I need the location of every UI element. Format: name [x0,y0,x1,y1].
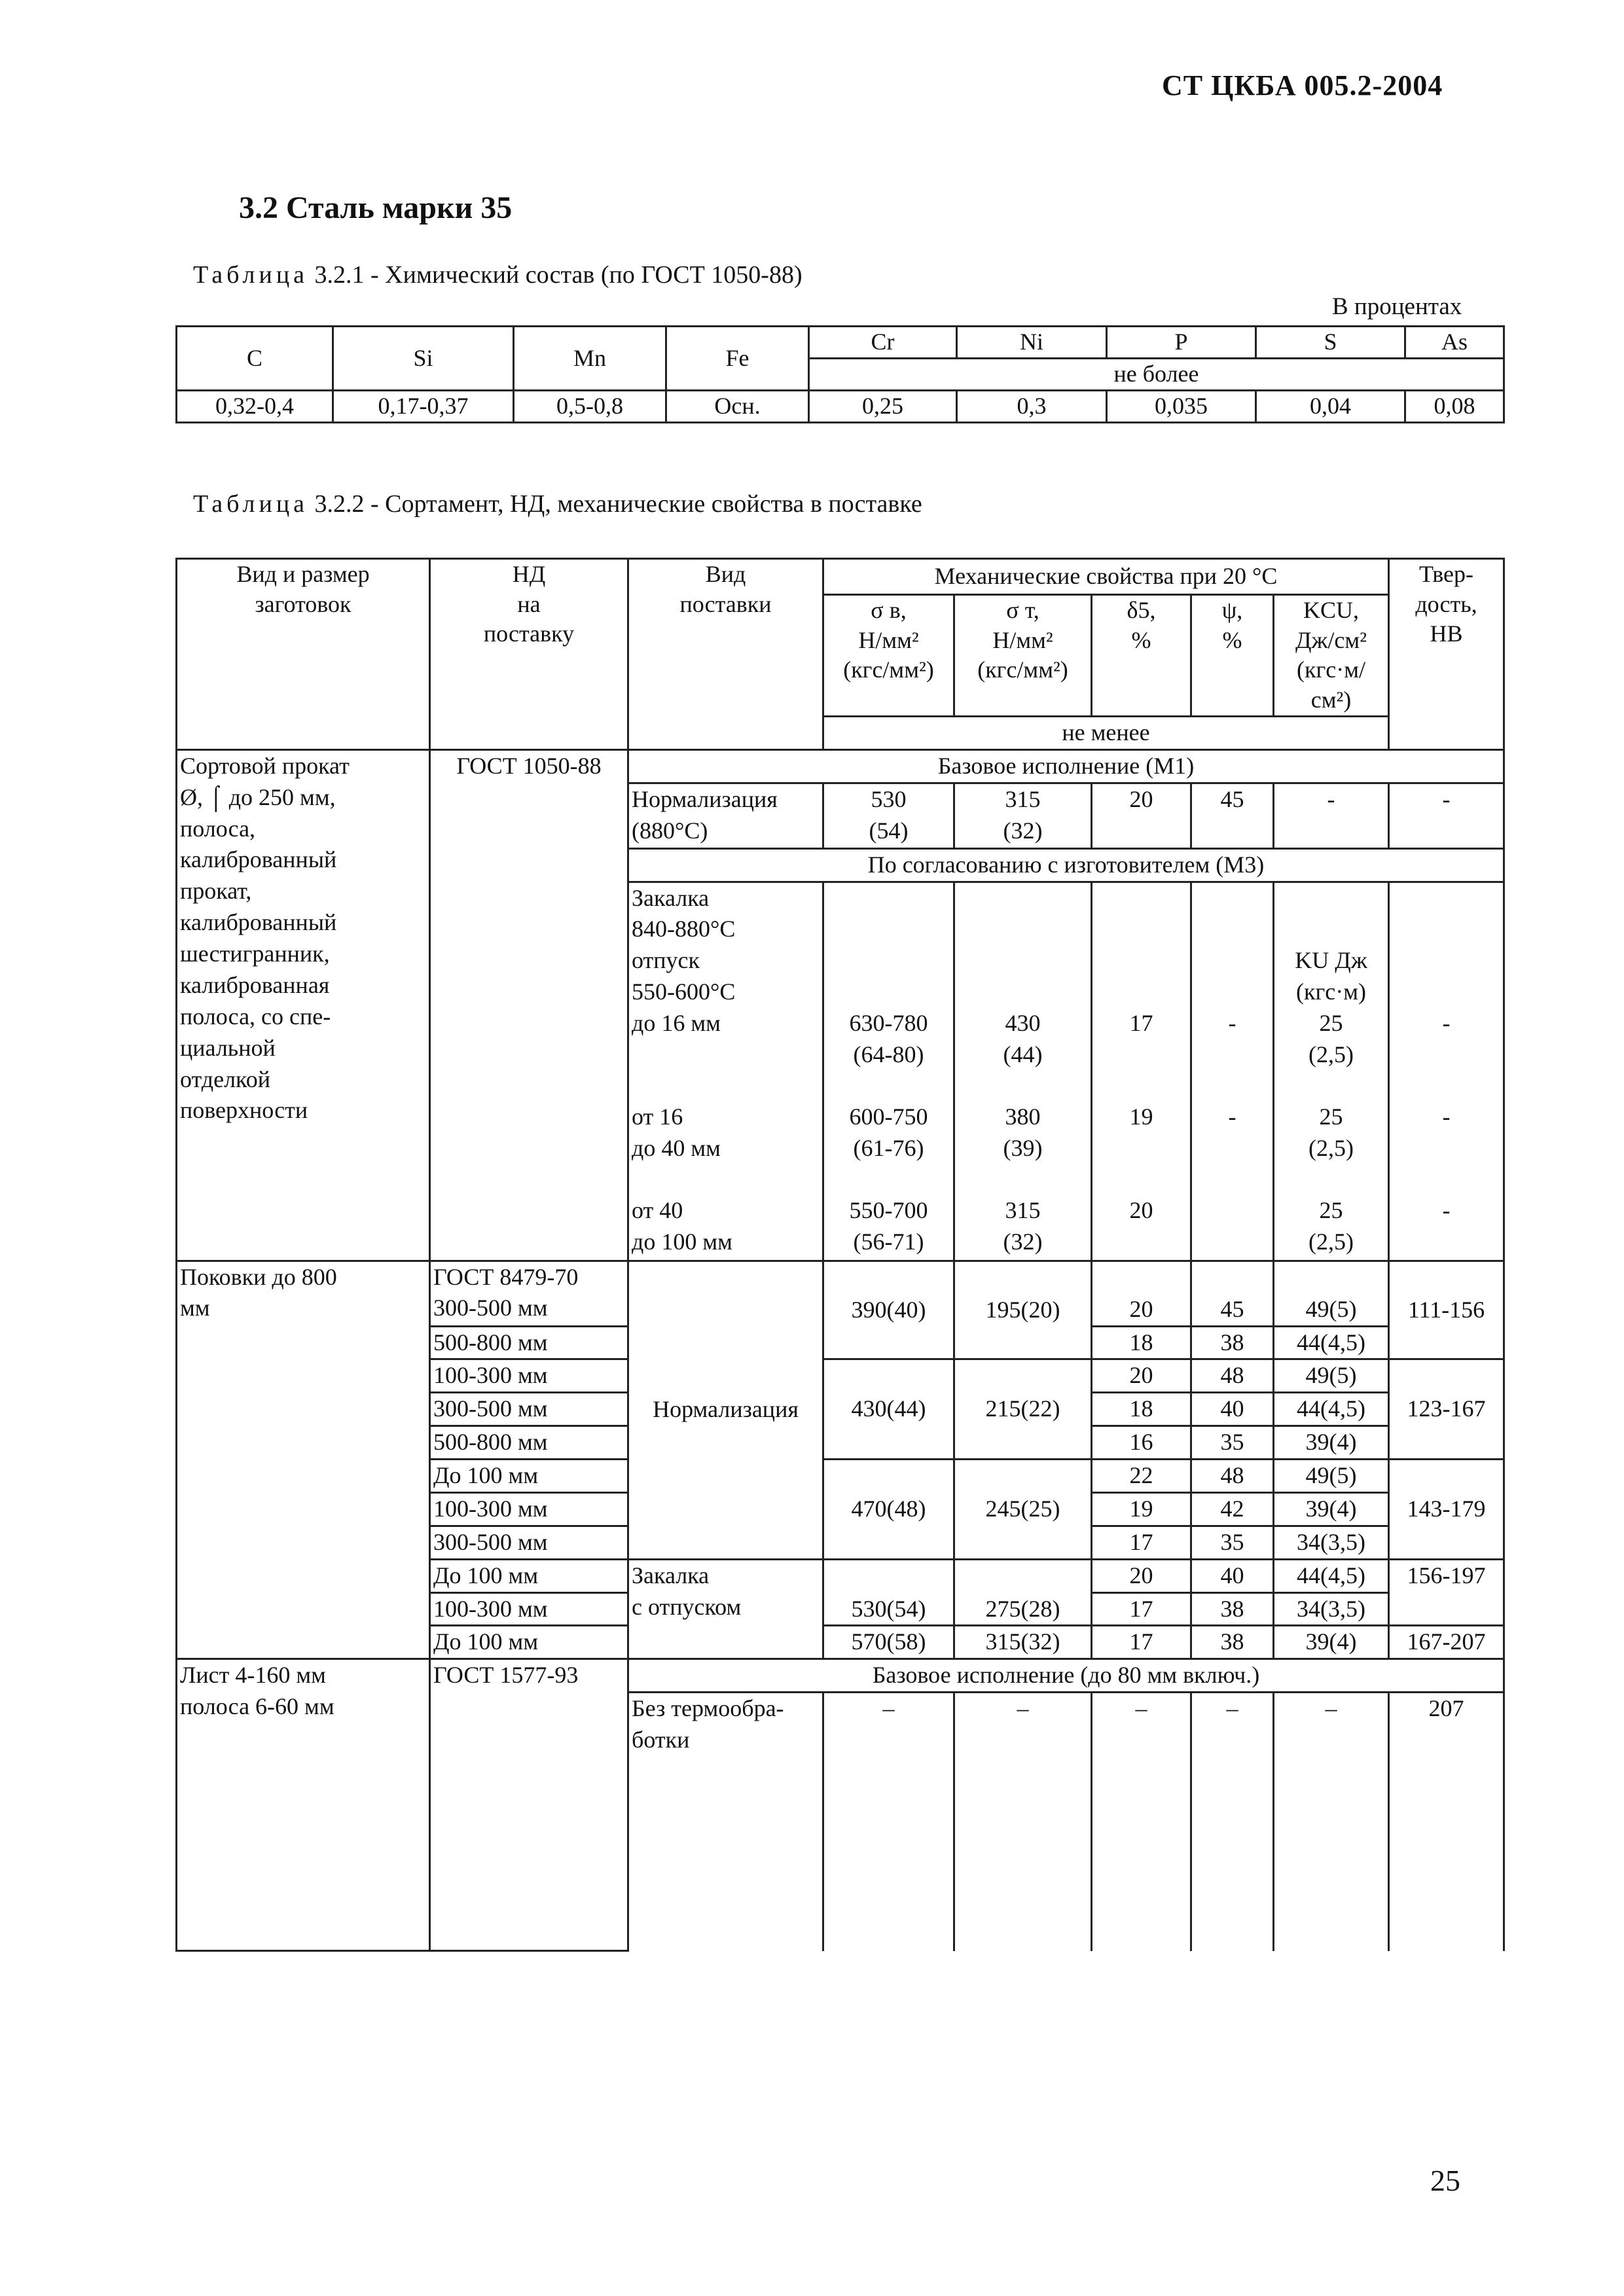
value-elongation: 17 [1092,1626,1191,1659]
value-tensile: 570(58) [823,1626,954,1659]
header-impact-toughness [1274,595,1389,717]
header-delivery [628,559,823,750]
table1-header-cell: Ni [957,327,1107,359]
table1-limit-note: не более [809,359,1504,391]
value-kcu: – [1274,1693,1389,1951]
delivery-size [628,1008,823,1102]
cell-line: (32) [1003,1228,1043,1255]
value-yield: 315(32) [954,1626,1092,1659]
cell-line: Сортовой прокат [180,752,350,779]
value-kcu: 49(5) [1274,1261,1389,1326]
forging-size: 300-500 мм [430,1393,628,1426]
value-elongation: 17 [1092,1592,1191,1626]
value-elongation: 18 [1092,1326,1191,1359]
empty-cell [823,882,954,1008]
value-tensile [823,1195,954,1261]
value-reduction: 38 [1191,1592,1274,1626]
value-elongation: 20 [1092,1359,1191,1393]
value-yield [954,783,1092,848]
value-hardness: 111-156 [1389,1261,1504,1359]
cell-line: (2,5) [1308,1228,1354,1255]
table1-value-cell: 0,5-0,8 [514,391,666,423]
cell-line: полоса, [180,815,256,842]
cell-line: Лист 4-160 мм [180,1662,326,1689]
forging-size: До 100 мм [430,1559,628,1592]
cell-line: 550-700 [849,1197,928,1223]
section-title: 3.2 Сталь марки 35 [239,190,513,225]
cell-line: (39) [1003,1134,1043,1161]
cell-line: до 100 мм [632,1228,732,1255]
cell-line: 380 [1005,1103,1041,1130]
value-kcu: 44(4,5) [1274,1393,1389,1426]
cell-line: полоса 6-60 мм [180,1693,334,1720]
forging-size: 100-300 мм [430,1492,628,1526]
delivery-size [628,1102,823,1195]
header-line: поставки [679,590,772,617]
table1-header-cell: C [177,327,333,391]
value-elongation: 20 [1092,783,1191,848]
header-line: (кгс·м/см²) [1297,656,1365,713]
header-yield-strength [954,595,1092,717]
cell-line: (56-71) [853,1228,924,1255]
value-reduction: 40 [1191,1393,1274,1426]
delivery-quench-temper [628,882,823,1008]
value-kcu: 34(3,5) [1274,1526,1389,1559]
value-kcu: 39(4) [1274,1426,1389,1460]
cell-line: отпуск [632,947,700,974]
table1-value-cell: 0,32-0,4 [177,391,333,423]
value-reduction: 38 [1191,1626,1274,1659]
cell-line: Закалка [632,884,710,911]
table1-unit-note: В процентах [1332,293,1462,320]
header-line: Вид [705,561,746,587]
cell-line: калиброванный [180,909,337,936]
forgings-delivery-normalization: Нормализация [628,1261,823,1559]
cell-line: 840-880°C [632,916,736,942]
table-row [177,749,1504,783]
value-elongation: 18 [1092,1393,1191,1426]
value-ku [1274,1102,1389,1195]
value-reduction: 48 [1191,1460,1274,1493]
forging-size: До 100 мм [430,1626,628,1659]
cell-line: до 40 мм [632,1134,721,1161]
value-tensile: 470(48) [823,1460,954,1560]
header-line: δ5, [1127,597,1156,623]
header-line: (кгс/мм²) [843,656,934,683]
forging-size: 500-800 мм [430,1426,628,1460]
value-reduction [1191,1195,1274,1261]
value-hardness: - [1389,1102,1504,1195]
cell-line: прокат, [180,878,252,905]
cell-line: (32) [1003,817,1043,844]
header-nd [430,559,628,750]
forging-size: 300-500 мм [430,1526,628,1559]
value-hardness: 156-197 [1389,1559,1504,1626]
cell-line: калиброванный [180,846,337,873]
value-hardness: - [1389,1008,1504,1102]
header-line: поставку [483,620,575,647]
forging-size: 500-800 мм [430,1326,628,1359]
header-row [177,559,1504,595]
cell-line: калиброванная [180,971,330,998]
header-line: на [517,590,541,617]
cell-line: 430 [1005,1010,1041,1036]
table1-header-row [177,327,1504,359]
cell-line: полоса, со спе- [180,1003,331,1030]
cell-line: с отпуском [632,1593,742,1620]
value-reduction: - [1191,1102,1274,1195]
value-reduction: 38 [1191,1326,1274,1359]
value-tensile: 430(44) [823,1359,954,1460]
bar-nd: ГОСТ 1050-88 [430,749,628,1261]
cell-line: 300-500 мм [433,1295,548,1321]
cell-line: ботки [632,1727,690,1753]
forgings-delivery-quench-temper [628,1559,823,1659]
empty-cell [1191,882,1274,1008]
value-elongation: 20 [1092,1195,1191,1261]
empty-cell [1389,882,1504,1008]
table1-value-cell: 0,25 [809,391,957,423]
header-reduction-of-area [1191,595,1274,717]
cell-line: 550-600°C [632,978,736,1005]
cell-line: шестигранник, [180,941,330,967]
page-number: 25 [1430,2164,1460,2197]
value-reduction: 35 [1191,1426,1274,1460]
header-not-less: не менее [823,716,1389,749]
cell-line: до 16 мм [632,1010,721,1036]
table1-value-cell: 0,04 [1256,391,1405,423]
table2-caption [193,490,922,518]
value-reduction: – [1191,1693,1274,1951]
value-hardness: - [1389,783,1504,848]
value-reduction: 45 [1191,1261,1274,1326]
value-kcu: 49(5) [1274,1460,1389,1493]
table1-header-cell: Si [333,327,514,391]
document-code: СТ ЦКБА 005.2-2004 [1162,69,1443,101]
table2-caption-text: 3.2.2 - Сортамент, НД, механические свойства в поставке [308,490,922,518]
table-row [177,1261,1504,1326]
header-line: Н/мм² [858,626,919,653]
sheet-base-execution: Базовое исполнение (до 80 мм включ.) [628,1659,1504,1693]
table1-value-cell: 0,035 [1107,391,1256,423]
value-yield [954,1008,1092,1102]
chemical-composition-table [175,325,1505,423]
header-line: σ в, [871,597,907,623]
table1-header-cell: Fe [666,327,809,391]
header-line: дость, [1415,590,1477,617]
cell-line: (44) [1003,1041,1043,1067]
value-ku [1274,1008,1389,1102]
cell-line: Без термообра- [632,1695,784,1722]
header-blank-type [177,559,430,750]
header-tensile-strength [823,595,954,717]
value-yield [954,1195,1092,1261]
header-mechanical-properties: Механические свойства при 20 °C [823,559,1389,595]
cell-line: 315 [1005,1197,1041,1223]
cell-line: поверхности [180,1097,308,1124]
value-yield: – [954,1693,1092,1951]
header-line: HB [1430,620,1463,647]
value-elongation: 20 [1092,1261,1191,1326]
cell-line: отделкой [180,1066,270,1092]
bar-blank-type [177,749,430,1261]
cell-line: циальной [180,1034,276,1061]
value-reduction: - [1191,1008,1274,1102]
forging-size: 100-300 мм [430,1592,628,1626]
header-line: % [1222,626,1242,653]
table1-value-cell: 0,08 [1405,391,1504,423]
header-elongation [1092,595,1191,717]
sheet-delivery [628,1693,823,1951]
header-line: KCU, [1303,597,1359,623]
value-ku [1274,1195,1389,1261]
empty-cell [1092,882,1191,1008]
ku-header [1274,882,1389,1008]
cell-line: 600-750 [849,1103,928,1130]
cell-line: (880°C) [632,817,708,844]
cell-line: (54) [869,817,909,844]
value-hardness: 207 [1389,1693,1504,1951]
sheet-nd: ГОСТ 1577-93 [430,1659,628,1951]
cell-line: (64-80) [853,1041,924,1067]
value-tensile [823,1008,954,1102]
table1-caption [193,260,803,289]
value-reduction: 40 [1191,1559,1274,1592]
assortment-properties-table [175,558,1505,1952]
header-line: Вид и размер [236,561,370,587]
cell-line: 25 [1319,1103,1343,1130]
value-reduction: 42 [1191,1492,1274,1526]
empty-cell [954,882,1092,1008]
delivery-size [628,1195,823,1261]
table1-value-row [177,391,1504,423]
table1-header-cell: P [1107,327,1256,359]
cell-line: от 16 [632,1103,683,1130]
value-yield: 195(20) [954,1261,1092,1359]
forging-size: До 100 мм [430,1460,628,1493]
header-line: Дж/см² [1295,626,1367,653]
value-reduction: 45 [1191,783,1274,848]
value-tensile: – [823,1693,954,1951]
forging-size [430,1261,628,1326]
value-hardness: 167-207 [1389,1626,1504,1659]
value-elongation: 16 [1092,1426,1191,1460]
cell-line: Поковки до 800 [180,1263,337,1290]
value-reduction: 35 [1191,1526,1274,1559]
value-elongation: 19 [1092,1102,1191,1195]
value-kcu: 44(4,5) [1274,1326,1389,1359]
table1-caption-text: 3.2.1 - Химический состав (по ГОСТ 1050-88) [308,261,803,289]
bar-base-execution: Базовое исполнение (М1) [628,749,1504,783]
cell-line: Нормализация [632,785,778,812]
value-kcu: 39(4) [1274,1492,1389,1526]
cell-line: ГОСТ 8479-70 [433,1263,579,1290]
value-kcu: 39(4) [1274,1626,1389,1659]
value-tensile [823,1102,954,1195]
value-elongation: 19 [1092,1492,1191,1526]
value-kcu: 49(5) [1274,1359,1389,1393]
cell-line: 530 [871,785,907,812]
header-line: заготовок [255,590,352,617]
delivery-normalization [628,783,823,848]
cell-line: 315 [1005,785,1041,812]
table-row [177,1659,1504,1693]
value-reduction: 48 [1191,1359,1274,1393]
value-elongation: 17 [1092,1008,1191,1102]
header-line: % [1131,626,1151,653]
value-yield [954,1102,1092,1195]
value-tensile: 530(54) [823,1559,954,1626]
value-yield: 215(22) [954,1359,1092,1460]
cell-line: Ø, ⌠ до 250 мм, [180,783,336,810]
forgings-blank-type [177,1261,430,1659]
header-line: Н/мм² [992,626,1053,653]
cell-line: (61-76) [853,1134,924,1161]
header-hardness [1389,559,1504,750]
value-kcu: - [1274,783,1389,848]
table1-header-cell: Mn [514,327,666,391]
value-elongation: 22 [1092,1460,1191,1493]
table1-header-cell: Cr [809,327,957,359]
value-kcu: 44(4,5) [1274,1559,1389,1592]
header-line: ψ, [1221,597,1243,623]
value-yield: 275(28) [954,1559,1092,1626]
value-hardness: 143-179 [1389,1460,1504,1560]
cell-line: 25 [1319,1197,1343,1223]
value-tensile [823,783,954,848]
table1-value-cell: Осн. [666,391,809,423]
value-elongation: – [1092,1693,1191,1951]
cell-line: от 40 [632,1197,683,1223]
cell-line: KU Дж [1295,947,1367,974]
value-elongation: 20 [1092,1559,1191,1592]
header-line: НД [512,561,546,587]
cell-line: мм [180,1295,210,1321]
forging-size: 100-300 мм [430,1359,628,1393]
cell-line: Закалка [632,1562,710,1588]
table1-header-cell: As [1405,327,1504,359]
cell-line: 630-780 [849,1010,928,1036]
header-line: σ т, [1006,597,1039,623]
header-line: (кгс/мм²) [977,656,1068,683]
table2-caption-prefix: Таблица [193,490,309,518]
cell-line: 25 [1319,1010,1343,1036]
bar-agreement-execution: По согласованию с изготовителем (М3) [628,848,1504,882]
table1-value-cell: 0,3 [957,391,1107,423]
table1-value-cell: 0,17-0,37 [333,391,514,423]
value-yield: 245(25) [954,1460,1092,1560]
cell-line: (2,5) [1308,1041,1354,1067]
value-hardness: 123-167 [1389,1359,1504,1460]
sheet-blank-type [177,1659,430,1951]
value-kcu: 34(3,5) [1274,1592,1389,1626]
table1-caption-prefix: Таблица [193,261,309,289]
cell-line: (кгс·м) [1296,978,1366,1005]
header-line: Твер- [1419,561,1473,587]
table1-header-cell: S [1256,327,1405,359]
value-tensile: 390(40) [823,1261,954,1359]
value-hardness: - [1389,1195,1504,1261]
value-elongation: 17 [1092,1526,1191,1559]
cell-line: (2,5) [1308,1134,1354,1161]
